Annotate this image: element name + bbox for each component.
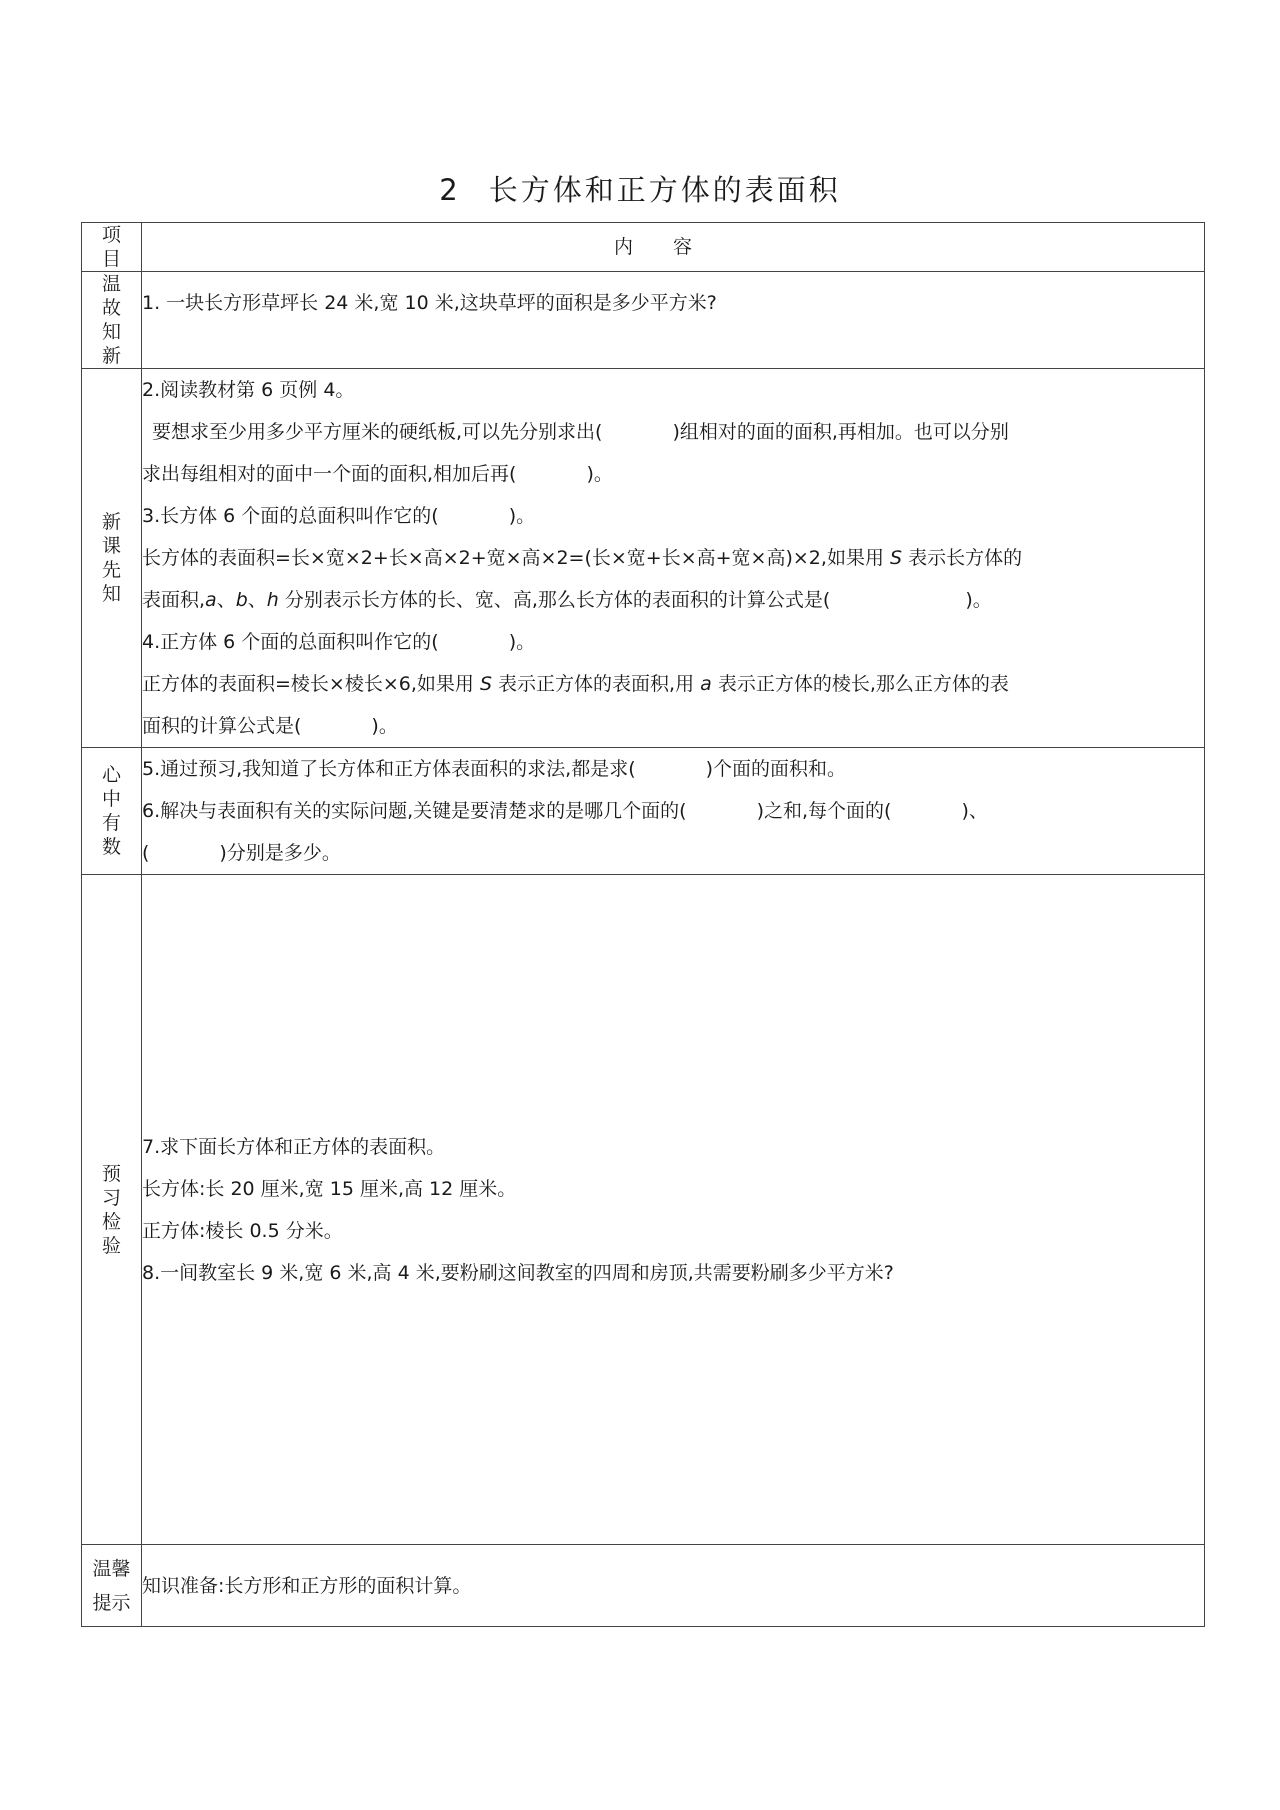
q2-text-d: )。	[586, 463, 613, 485]
mind-label: 心中有数	[101, 764, 121, 858]
header-row	[82, 223, 1205, 272]
question-5	[142, 748, 1204, 790]
header-content-cell	[142, 223, 1205, 272]
q6-text-e: )分别是多少。	[219, 842, 341, 864]
q4-text-a: 4.正方体 6 个面的总面积叫作它的(	[142, 631, 439, 653]
question-3	[142, 495, 1204, 537]
question-2-line-b	[142, 453, 1204, 495]
review-row	[82, 272, 1205, 369]
q2-text-c: 求出每组相对的面中一个面的面积,相加后再(	[142, 463, 517, 485]
q4-formula-b: 表示正方体的表面积,用	[492, 673, 701, 695]
q4-formula-c: 表示正方体的棱长,那么正方体的表	[711, 673, 1009, 695]
q4-formula-e: )。	[371, 715, 398, 737]
question-7-cuboid: 长方体:长 20 厘米,宽 15 厘米,高 12 厘米。	[142, 1177, 517, 1200]
variable-a: a	[700, 673, 712, 695]
q2-text-b: )组相对的面的面积,再相加。也可以分别	[672, 421, 1009, 443]
preview-content	[142, 369, 1205, 748]
q4-formula-a: 正方体的表面积=棱长×棱长×6,如果用	[142, 673, 480, 695]
q3-sep-1: 、	[216, 589, 236, 611]
tip-row	[82, 1545, 1205, 1627]
q3-formula-e: )。	[965, 589, 992, 611]
q3-formula-c: 表面积,	[142, 589, 206, 611]
question-3-formula-line-2	[142, 579, 1204, 621]
q3-formula-d: 分别表示长方体的长、宽、高,那么长方体的表面积的计算公式是(	[278, 589, 831, 611]
question-4	[142, 621, 1204, 663]
tip-label: 温馨提示	[92, 1557, 131, 1614]
review-content	[142, 272, 1205, 369]
variable-b: b	[235, 589, 248, 611]
q6-text-a: 6.解决与表面积有关的实际问题,关键是要清楚求的是哪几个面的(	[142, 800, 687, 822]
q4-text-b: )。	[508, 631, 536, 653]
check-row	[82, 875, 1205, 1545]
question-2: 2.阅读教材第 6 页例 4。	[142, 379, 355, 401]
question-6-line-2	[142, 832, 1204, 874]
check-content	[142, 875, 1205, 1545]
header-content: 内容	[613, 236, 732, 258]
question-1: 1. 一块长方形草坪长 24 米,宽 10 米,这块草坪的面积是多少平方米?	[142, 292, 717, 314]
variable-h: h	[266, 589, 279, 611]
header-label-cell	[82, 223, 142, 272]
q3-sep-2: 、	[247, 589, 267, 611]
title-number: 2	[439, 173, 461, 207]
preview-label-cell	[82, 369, 142, 748]
tip-text: 知识准备:长方形和正方形的面积计算。	[142, 1574, 472, 1597]
question-7: 7.求下面长方体和正方体的表面积。	[142, 1135, 446, 1158]
question-4-formula-line-2	[142, 705, 1204, 747]
q3-formula-b: 表示长方体的	[902, 547, 1023, 569]
question-4-formula	[142, 663, 1204, 705]
q3-formula-a: 长方体的表面积=长×宽×2+长×高×2+宽×高×2=(长×宽+长×高+宽×高)×2,如果用	[142, 547, 890, 569]
variable-a: a	[205, 589, 217, 611]
variable-s: S	[889, 547, 903, 569]
mind-row	[82, 748, 1205, 875]
variable-s: S	[479, 673, 492, 695]
question-7-cube: 正方体:棱长 0.5 分米。	[142, 1219, 343, 1242]
review-label: 温故知新	[101, 273, 121, 367]
q5-text-a: 5.通过预习,我知道了长方体和正方体表面积的求法,都是求(	[142, 758, 636, 780]
title-text: 长方体和正方体的表面积	[488, 173, 841, 207]
question-2-line-a	[142, 411, 1204, 453]
q5-text-b: )个面的面积和。	[705, 758, 847, 780]
worksheet-table	[81, 222, 1205, 1627]
q2-text-a: 要想求至少用多少平方厘米的硬纸板,可以先分别求出(	[152, 421, 603, 443]
check-label: 预习检验	[101, 1162, 121, 1257]
preview-row	[82, 369, 1205, 748]
q4-formula-d: 面积的计算公式是(	[142, 715, 302, 737]
mind-label-cell	[82, 748, 142, 875]
header-label: 项目	[101, 224, 121, 270]
q6-text-d: (	[142, 842, 150, 864]
tip-label-cell	[82, 1545, 142, 1627]
q6-text-c: )、	[961, 800, 988, 822]
mind-content	[142, 748, 1205, 875]
tip-content	[142, 1545, 1205, 1627]
q3-text-b: )。	[508, 505, 536, 527]
preview-label: 新课先知	[101, 511, 121, 605]
question-6	[142, 790, 1204, 832]
check-label-cell	[82, 875, 142, 1545]
question-3-formula	[142, 537, 1204, 579]
page-title	[0, 168, 1280, 209]
q3-text-a: 3.长方体 6 个面的总面积叫作它的(	[142, 505, 439, 527]
question-8: 8.一间教室长 9 米,宽 6 米,高 4 米,要粉刷这间教室的四周和房顶,共需要粉刷多少平方米?	[142, 1261, 894, 1284]
review-label-cell	[82, 272, 142, 369]
q6-text-b: )之和,每个面的(	[756, 800, 892, 822]
